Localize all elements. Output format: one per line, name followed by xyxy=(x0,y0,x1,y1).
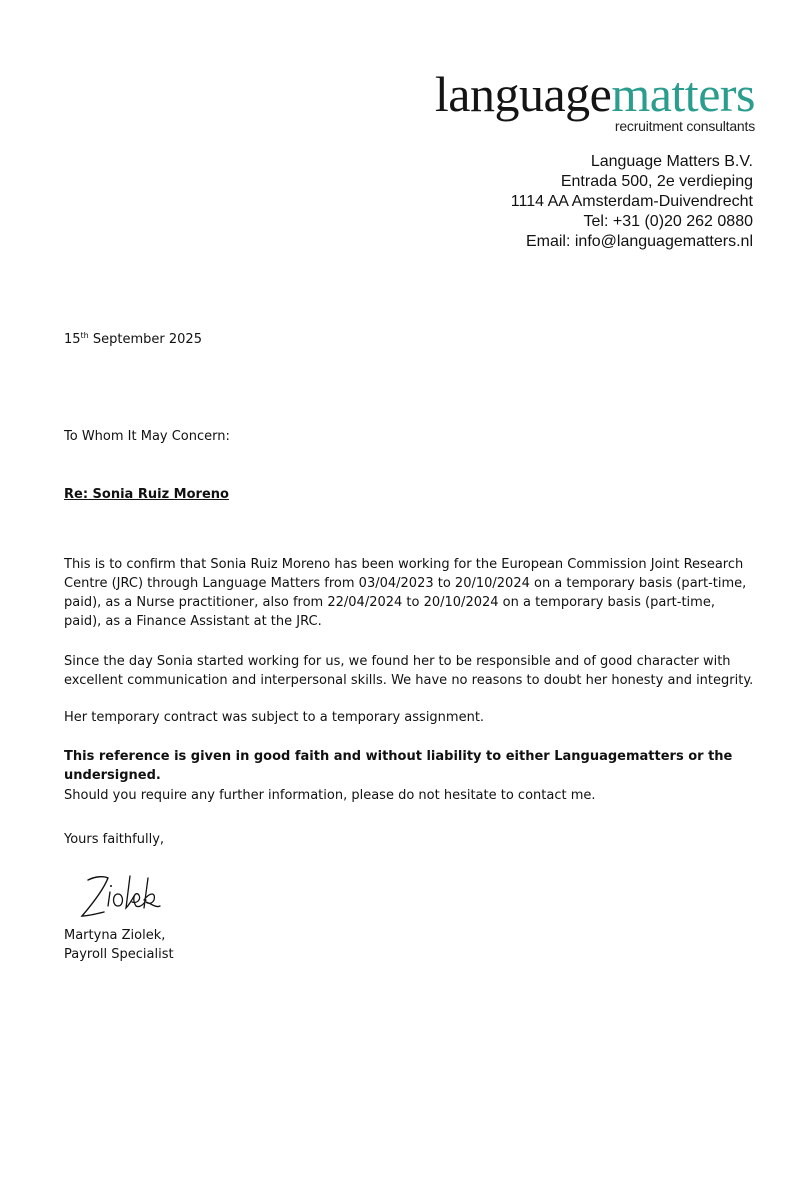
signer-block xyxy=(64,926,754,964)
address-company-name: Language Matters B.V. xyxy=(590,153,753,170)
signer-name: Martyna Ziolek, xyxy=(64,928,166,943)
paragraph-character: Since the day Sonia started working for us, we found her to be responsible and of good character with excellent communication and interpersonal skills. We have no reasons to doubt her honesty and integrity. xyxy=(64,654,754,688)
paragraph-contact: Should you require any further information, please do not hesitate to contact me. xyxy=(64,788,596,803)
logo-word-matters: matters xyxy=(611,66,755,122)
company-address xyxy=(511,152,753,252)
date-suffix: th xyxy=(80,331,89,340)
salutation: To Whom It May Concern: xyxy=(64,429,230,444)
logo-word-language: language xyxy=(434,66,612,122)
paragraph-disclaimer: This reference is given in good faith and without liability to either Languagematters or the undersigned. xyxy=(64,749,733,783)
address-email: Email: info@languagematters.nl xyxy=(525,233,753,250)
signer-title: Payroll Specialist xyxy=(64,947,174,962)
signature xyxy=(74,870,170,926)
address-city: 1114 AA Amsterdam-Duivendrecht xyxy=(510,193,753,210)
subject-line: Re: Sonia Ruiz Moreno xyxy=(64,487,229,502)
address-phone: Tel: +31 (0)20 262 0880 xyxy=(583,213,753,230)
logo-wordmark xyxy=(435,68,755,120)
letter-date xyxy=(64,330,754,349)
paragraph-confirmation: This is to confirm that Sonia Ruiz Moreno has been working for the European Commission Joint Research Centre (JRC) through Language Matters from 03/04/2023 to 20/10/2024 on a temporary basis (part-time, paid), as a Nurse practitioner, also from 22/04/2024 to 20/10/2024 on a temporary basis (part-time, paid), as a Finance Assistant at the JRC. xyxy=(64,557,747,629)
date-month-year: September 2025 xyxy=(88,332,202,347)
paragraph-contract: Her temporary contract was subject to a temporary assignment. xyxy=(64,710,485,725)
date-day: 15 xyxy=(64,332,81,347)
logo-tagline: recruitment consultants xyxy=(614,118,755,134)
address-street: Entrada 500, 2e verdieping xyxy=(560,173,753,190)
closing: Yours faithfully, xyxy=(64,832,165,847)
company-logo xyxy=(435,68,755,134)
